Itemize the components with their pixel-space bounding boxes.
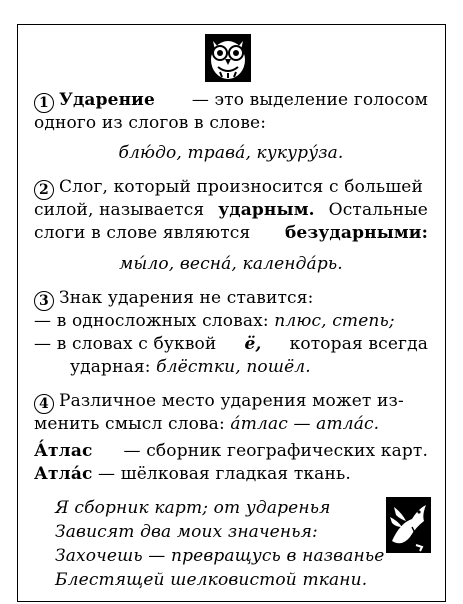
rule2-line1: 2 Слог, который произносится с большей xyxy=(34,176,428,200)
rule2-line2: силой, называется ударным. Остальные xyxy=(34,200,428,220)
rule4-number: 4 xyxy=(34,394,54,414)
rule1-line1 xyxy=(34,89,428,113)
rule3-line1: 3 Знак ударения не ставится: xyxy=(34,287,428,311)
rule1-text: — это выделение голосом xyxy=(191,90,428,110)
poem-line-2: Зависят два моих значенья: xyxy=(55,522,318,542)
rule4-line1: 4 Различное место ударения может из- xyxy=(34,390,428,414)
rule4-def1: А́тлас — сборник географических карт. xyxy=(34,441,428,461)
poem-line-4: Блестящей шелковистой ткани. xyxy=(55,570,368,590)
rule2-line3: слоги в слове являются безударными: xyxy=(34,223,428,243)
poem-line-1: Я сборник карт; от ударенья xyxy=(55,498,331,518)
stressed-term: ударным. xyxy=(218,200,315,220)
unstressed-term: безударными: xyxy=(284,223,428,243)
bird-icon xyxy=(386,497,431,553)
poem-line-3: Захочешь — превращусь в названье xyxy=(55,546,385,566)
rule1-number: 1 xyxy=(34,93,54,113)
owl-icon xyxy=(205,34,251,82)
rule2-examples: мы́ло, весна́, календа́рь. xyxy=(119,254,343,274)
rule3-number: 3 xyxy=(34,291,54,311)
rule-card xyxy=(17,24,446,602)
rule2-number: 2 xyxy=(34,180,54,200)
rule4-def2: Атла́с — шёлковая гладкая ткань. xyxy=(34,464,351,484)
rule1-examples: блю́до, трава́, кукуру́за. xyxy=(118,143,344,163)
rule4-line2: менить смысл слова: а́тлас — атла́с. xyxy=(34,414,380,434)
rule1-line2: одного из слогов в слове: xyxy=(34,113,267,133)
rule3-item1: — в односложных словах: плюс, степь; xyxy=(34,311,395,331)
rule1-term: Ударение xyxy=(59,90,155,110)
rule3-item2-cont: ударная: блёстки, пошёл. xyxy=(70,357,311,377)
rule3-item2: — в словах с буквой ё, которая всегда xyxy=(34,334,428,354)
